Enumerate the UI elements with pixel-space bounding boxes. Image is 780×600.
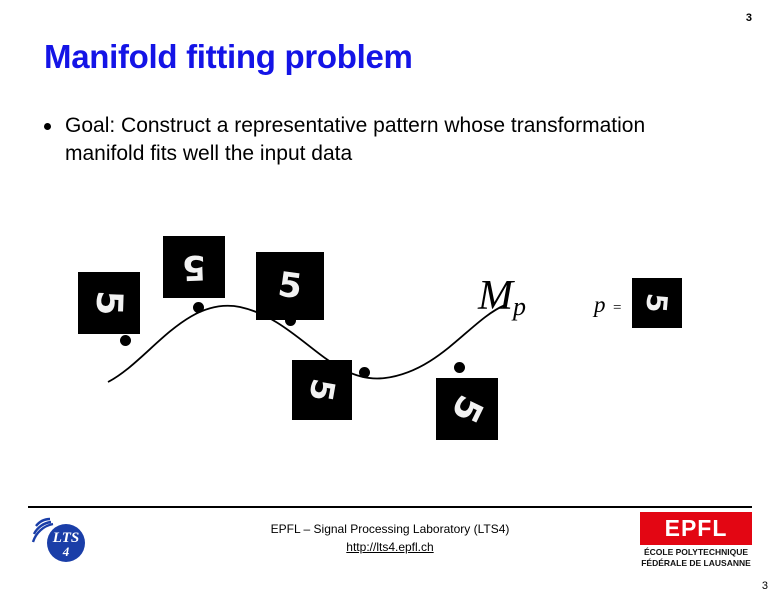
digit-glyph: 5 bbox=[88, 289, 130, 317]
manifold-point-1 bbox=[120, 335, 131, 346]
page-number-bottom: 3 bbox=[761, 580, 768, 592]
digit-glyph: 5 bbox=[443, 388, 491, 430]
manifold-figure bbox=[0, 210, 780, 490]
bullet-dot-icon bbox=[44, 123, 51, 130]
pattern-p-label: p bbox=[594, 292, 606, 317]
epfl-logo-subtitle-line1: ÉCOLE POLYTECHNIQUE bbox=[643, 547, 749, 557]
footer-divider bbox=[28, 506, 752, 508]
epfl-logo bbox=[640, 512, 752, 568]
manifold-curve bbox=[0, 210, 780, 490]
digit-tile-p bbox=[632, 278, 682, 328]
manifold-point-3 bbox=[285, 315, 296, 326]
digit-tile-3 bbox=[256, 252, 324, 320]
epfl-logo-subtitle bbox=[640, 547, 752, 568]
digit-glyph: 5 bbox=[301, 375, 343, 405]
digit-tile-5 bbox=[436, 378, 498, 440]
footer-link[interactable]: http://lts4.epfl.ch bbox=[346, 540, 434, 554]
epfl-logo-wordmark: EPFL bbox=[664, 515, 728, 541]
manifold-symbol: Mp bbox=[478, 273, 526, 321]
bullet-item-label: Goal: Construct a representative pattern whose transformation manifold fits well the input data bbox=[65, 114, 646, 165]
svg-text:4: 4 bbox=[62, 544, 70, 559]
manifold-point-5 bbox=[454, 362, 465, 373]
digit-tile-2 bbox=[163, 236, 225, 298]
digit-glyph: 5 bbox=[275, 264, 305, 308]
footer-line-1: EPFL – Signal Processing Laboratory (LTS4) bbox=[270, 522, 510, 536]
equals-sign: = bbox=[613, 300, 622, 316]
digit-glyph: 5 bbox=[181, 246, 207, 288]
epfl-logo-subtitle-line2: FÉDÉRALE DE LAUSANNE bbox=[641, 557, 751, 568]
digit-glyph: 5 bbox=[639, 291, 675, 315]
page-number-top: 3 bbox=[745, 12, 752, 24]
svg-text:LTS: LTS bbox=[52, 530, 80, 546]
bullet-list-item bbox=[44, 112, 704, 167]
manifold-point-4 bbox=[359, 367, 370, 378]
digit-tile-4 bbox=[292, 360, 352, 420]
digit-tile-1 bbox=[78, 272, 140, 334]
lts4-logo bbox=[30, 516, 92, 568]
page-title: Manifold fitting problem bbox=[44, 38, 413, 75]
manifold-point-2 bbox=[193, 302, 204, 313]
